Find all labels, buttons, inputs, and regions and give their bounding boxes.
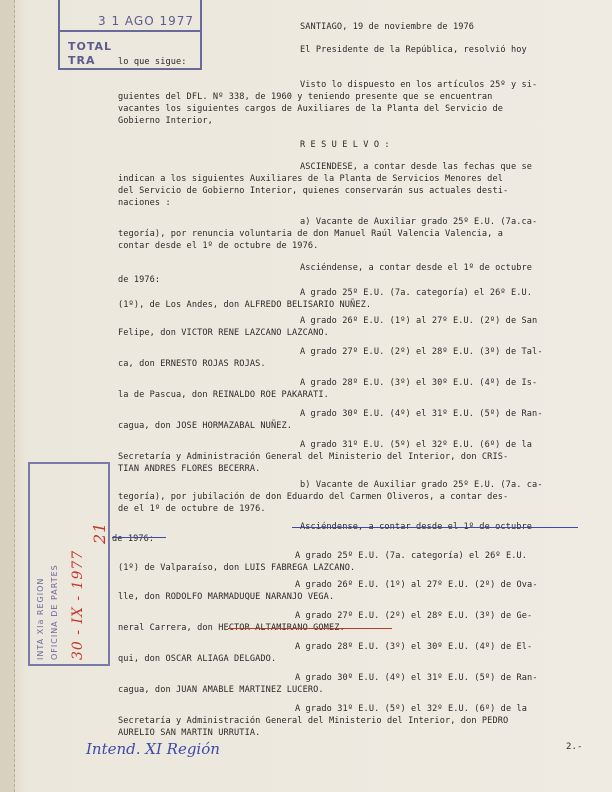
lo-que-sigue: lo que sigue: [118,57,187,67]
body-line: a) Vacante de Auxiliar grado 25º E.U. (7a.ca- [300,217,538,227]
body-line: A grado 28º E.U. (3º) el 30º E.U. (4º) de El- [295,642,533,652]
body-line: del Servicio de Gobierno Interior, quienes conservarán sus actuales desti- [118,186,509,196]
stamp-line-1: TOTAL [68,40,113,53]
body-line: qui, don OSCAR ALIAGA DELGADO. [118,654,277,664]
body-line: A grado 25º E.U. (7a. categoría) el 26º E.U. [295,551,528,561]
body-line: A grado 26º E.U. (1º) al 27º E.U. (2º) de Ova- [295,580,538,590]
side-stamp-handwritten-number: 21 [90,521,109,544]
body-line: indican a los siguientes Auxiliares de la Planta de Servicios Menores del [118,174,503,184]
body-line: tegoría), por renuncia voluntaria de don Manuel Raúl Valencia Valencia, a [118,229,503,239]
body-line: Asciéndense, a contar desde el 1º de octubre [300,522,533,532]
body-line: tegoría), por jubilación de don Eduardo del Carmen Oliveros, a contar des- [118,492,509,502]
body-line: guientes del DFL. Nº 338, de 1960 y teniendo presente que se encuentran [118,92,493,102]
body-line: Gobierno Interior, [118,116,213,126]
body-line: vacantes los siguientes cargos de Auxiliares de la Planta del Servicio de [118,104,503,114]
body-line: A grado 30º E.U. (4º) el 31º E.U. (5º) de Ran- [295,673,538,683]
body-line: lle, don RODOLFO MARMADUQUE NARANJO VEGA. [118,592,335,602]
body-line: Visto lo dispuesto en los artículos 25º y si- [300,80,538,90]
body-line: A grado 25º E.U. (7a. categoría) el 26º E.U. [300,288,533,298]
underline-hector-altamirano [228,628,392,629]
body-line: A grado 27º E.U. (2º) el 28º E.U. (3º) de Tal- [300,347,543,357]
body-line: de 1976: [118,275,161,285]
body-line: de 1976: [112,534,155,544]
handwritten-note: Intend. XI Región [86,740,220,758]
side-reception-stamp [28,462,110,666]
side-stamp-handwritten-date: 30 - IX - 1977 [70,549,86,660]
body-line: Asciéndense, a contar desde el 1º de octubre [300,263,533,273]
body-line: Secretaría y Administración General del Ministerio del Interior, don CRIS- [118,452,509,462]
body-line: ASCIENDESE, a contar desde las fechas que se [300,162,533,172]
body-line: TIAN ANDRES FLORES BECERRA. [118,464,261,474]
body-line: (1º), de Los Andes, don ALFREDO BELISARIO NUÑEZ. [118,300,372,310]
page-number: 2.- [566,742,583,752]
body-line: A grado 27º E.U. (2º) el 28º E.U. (3º) de Ge- [295,611,533,621]
body-line: AURELIO SAN MARTIN URRUTIA. [118,728,261,738]
body-line: Felipe, don VICTOR RENE LAZCANO LAZCANO. [118,328,329,338]
body-line: Secretaría y Administración General del Ministerio del Interior, don PEDRO [118,716,509,726]
body-line: A grado 31º E.U. (5º) el 32º E.U. (6º) de la [295,704,528,714]
body-line: ca, don ERNESTO ROJAS ROJAS. [118,359,266,369]
body-line: contar desde el 1º de octubre de 1976. [118,241,319,251]
body-line: A grado 31º E.U. (5º) el 32º E.U. (6º) de la [300,440,533,450]
stamp-divider [60,30,200,32]
body-line: A grado 28º E.U. (3º) el 30º E.U. (4º) de Is- [300,378,538,388]
side-stamp-line-1: INTA XIa REGION [36,577,45,660]
stamp-date: 3 1 AGO 1977 [98,14,194,28]
body-line: la de Pascua, don REINALDO ROE PAKARATI. [118,390,329,400]
body-line: A grado 26º E.U. (1º) al 27º E.U. (2º) de San [300,316,538,326]
side-stamp-line-2: OFICINA DE PARTES [50,564,59,660]
body-line: (1º) de Valparaíso, don LUIS FABREGA LAZCANO. [118,563,356,573]
perforated-edge [0,0,15,792]
body-line: b) Vacante de Auxiliar grado 25º E.U. (7a. ca- [300,480,543,490]
body-line: de el 1º de octubre de 1976. [118,504,266,514]
body-line: cagua, don JUAN AMABLE MARTINEZ LUCERO. [118,685,324,695]
body-line: R E S U E L V O : [300,140,390,150]
underline-de-1976 [112,537,166,538]
body-line: A grado 30º E.U. (4º) el 31º E.U. (5º) de Ran- [300,409,543,419]
underline-asciendense [292,527,578,528]
president-line: El Presidente de la República, resolvió hoy [300,45,527,55]
body-line: naciones : [118,198,171,208]
date-line: SANTIAGO, 19 de noviembre de 1976 [300,22,475,32]
stamp-line-2: TRA [68,54,96,67]
body-line: neral Carrera, don HECTOR ALTAMIRANO GOMEZ. [118,623,345,633]
body-line: cagua, don JOSE HORMAZABAL NUÑEZ. [118,421,293,431]
